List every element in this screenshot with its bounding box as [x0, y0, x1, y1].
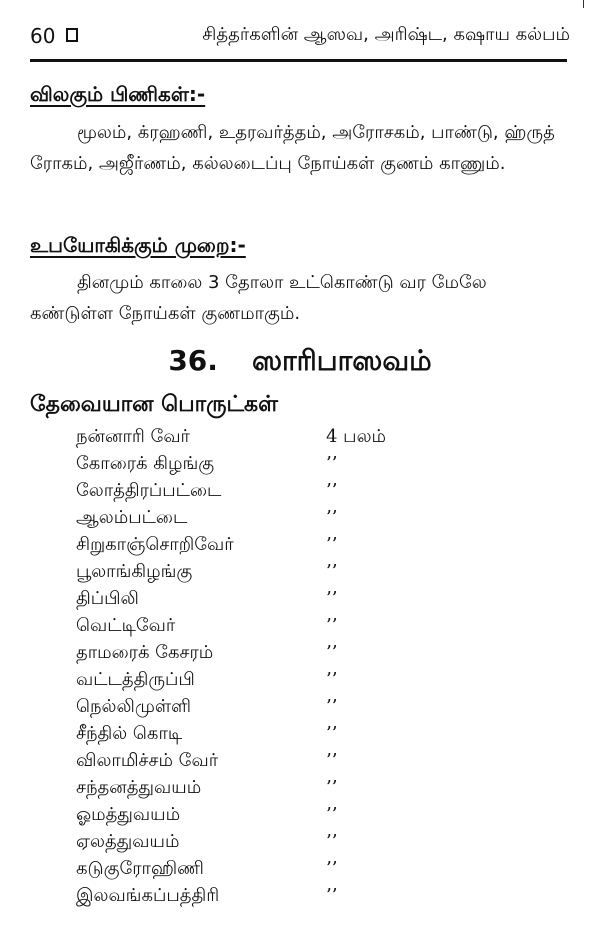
ingredient-row	[76, 774, 496, 801]
ingredient-name: ஏலத்துவயம்	[76, 831, 180, 852]
ingredient-quantity: ’’	[326, 507, 338, 528]
ingredient-name: வெட்டிவேர்	[76, 615, 176, 636]
ingredient-quantity: ’’	[326, 480, 338, 501]
header-rule	[30, 59, 567, 62]
scan-mark	[583, 0, 584, 8]
cures-paragraph: மூலம், க்ரஹணி, உதரவர்த்தம், அரோசகம், பாண்டு, ஹ்ருத் ரோகம், அஜீர்ணம், கல்லடைப்பு நோய்கள் குணம் காணும்.	[30, 122, 555, 174]
ingredient-quantity: ’’	[326, 831, 338, 852]
usage-heading	[30, 233, 246, 260]
ingredient-quantity: ’’	[326, 669, 338, 690]
ingredient-row	[76, 504, 496, 531]
ingredient-name: திப்பிலி	[76, 588, 139, 609]
ingredient-row	[76, 612, 496, 639]
ingredient-name: நன்னாரி வேர்	[76, 426, 190, 447]
ingredient-name: கடுகுரோஹிணி	[76, 858, 204, 879]
usage-paragraph: தினமும் காலை 3 தோலா உட்கொண்டு வர மேலே கண்டுள்ள நோய்கள் குணமாகும்.	[30, 272, 487, 324]
ingredient-name: நெல்லிமுள்ளி	[76, 696, 191, 717]
cures-heading-text: விலகும் பிணிகள்:-	[30, 82, 206, 106]
ingredient-row	[76, 558, 496, 585]
ingredient-name: பூலாங்கிழங்கு	[76, 561, 193, 582]
ingredient-quantity: ’’	[326, 615, 338, 636]
ingredient-name: சிறுகாஞ்சொறிவேர்	[76, 534, 234, 555]
cures-heading	[30, 82, 205, 109]
section-number: 36.	[168, 344, 218, 377]
ingredient-row	[76, 531, 496, 558]
ingredient-name: இலவங்கப்பத்திரி	[76, 885, 220, 906]
usage-heading-text: உபயோகிக்கும் முறை:-	[30, 233, 246, 257]
ingredient-name: ஆலம்பட்டை	[76, 507, 188, 528]
ingredient-quantity: ’’	[326, 858, 338, 879]
ingredient-name: சந்தனத்துவயம்	[76, 777, 202, 798]
section-name: ஸாரிபாஸவம்	[251, 344, 432, 377]
ingredient-row	[76, 477, 496, 504]
ingredient-row	[76, 423, 496, 450]
ingredient-quantity: ’’	[326, 453, 338, 474]
ingredient-quantity: ’’	[326, 723, 338, 744]
ingredient-row	[76, 666, 496, 693]
ingredient-row	[76, 882, 496, 909]
ingredient-row	[76, 720, 496, 747]
page-number: 60	[30, 24, 56, 48]
ingredient-quantity: ’’	[326, 642, 338, 663]
ingredient-row	[76, 855, 496, 882]
page-header	[30, 22, 570, 52]
square-icon	[66, 28, 78, 42]
ingredient-quantity: ’’	[326, 885, 338, 906]
ingredient-quantity: ’’	[326, 588, 338, 609]
section-title	[0, 344, 600, 381]
running-title: சித்தர்களின் ஆஸவ, அரிஷ்ட, கஷாய கல்பம்	[202, 24, 570, 45]
ingredient-quantity: ’’	[326, 561, 338, 582]
ingredient-quantity: ’’	[326, 777, 338, 798]
ingredient-name: விலாமிச்சம் வேர்	[76, 750, 219, 771]
ingredient-name: தாமரைக் கேசரம்	[76, 642, 214, 663]
ingredient-quantity: ’’	[326, 804, 338, 825]
ingredient-row	[76, 747, 496, 774]
ingredient-row	[76, 828, 496, 855]
ingredient-row	[76, 639, 496, 666]
ingredient-quantity: 4 பலம்	[326, 426, 386, 447]
ingredient-name: கோரைக் கிழங்கு	[76, 453, 215, 474]
ingredient-quantity: ’’	[326, 534, 338, 555]
ingredient-name: வட்டத்திருப்பி	[76, 669, 195, 690]
ingredient-row	[76, 801, 496, 828]
ingredient-name: ஓமத்துவயம்	[76, 804, 181, 825]
ingredient-name: சீந்தில் கொடி	[76, 723, 183, 744]
ingredients-heading: தேவையான பொருட்கள்	[30, 392, 278, 417]
ingredient-row	[76, 585, 496, 612]
ingredient-name: லோத்திரப்பட்டை	[76, 480, 222, 501]
ingredients-list	[76, 423, 496, 909]
ingredient-row	[76, 693, 496, 720]
ingredient-quantity: ’’	[326, 696, 338, 717]
ingredient-row	[76, 450, 496, 477]
ingredient-quantity: ’’	[326, 750, 338, 771]
